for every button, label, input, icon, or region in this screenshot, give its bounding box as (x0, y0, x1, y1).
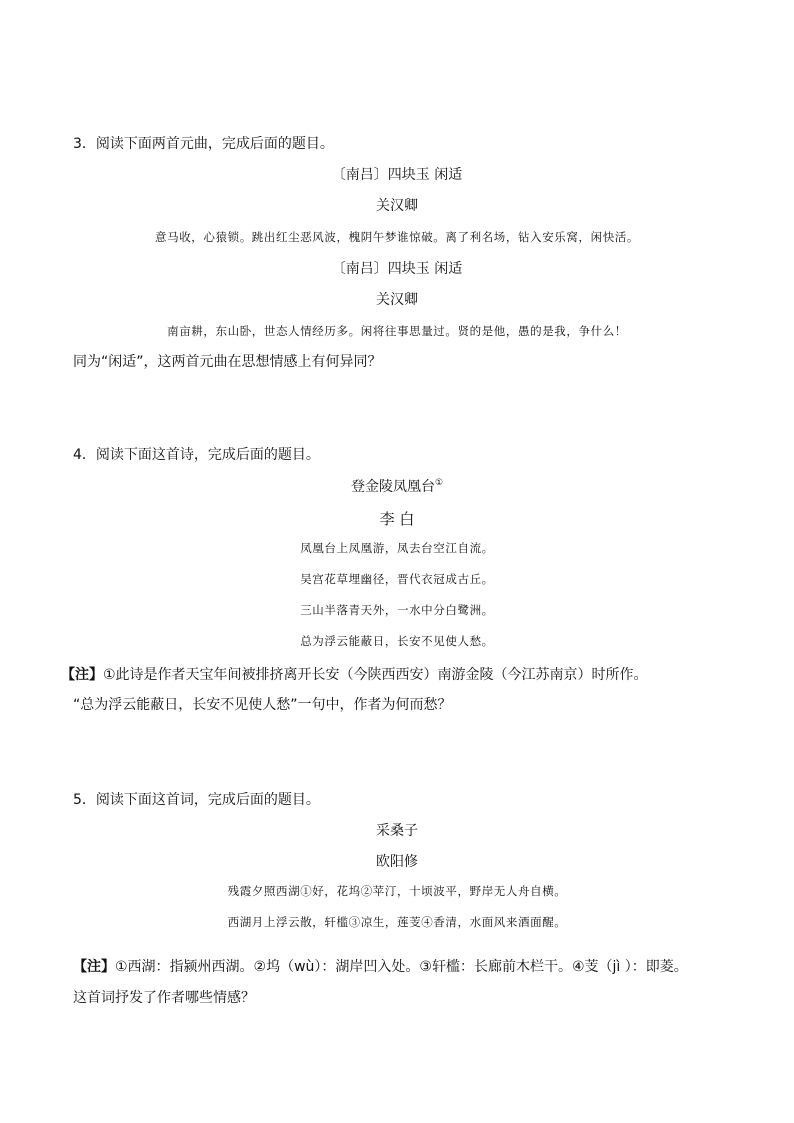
q4-line-1: 凤凰台上凤凰游，凤去台空江自流。 (300, 541, 494, 555)
q5-note (73, 956, 688, 976)
q4-title-text: 登金陵凤凰台 (350, 479, 435, 495)
q5-note-tag: 【注】 (73, 959, 115, 975)
q4-author: 李 白 (379, 510, 415, 528)
q4-prompt: 4．阅读下面这首诗，完成后面的题目。 (73, 447, 320, 463)
q3-prompt: 3．阅读下面两首元曲，完成后面的题目。 (73, 136, 334, 152)
q4-line-2: 吴宫花草埋幽径，晋代衣冠成古丘。 (300, 572, 494, 586)
q5-line-1: 残霞夕照西湖①好，花坞②苹汀，十顷波平，野岸无人舟自横。 (227, 884, 567, 898)
q5-prompt: 5．阅读下面这首词，完成后面的题目。 (73, 792, 320, 808)
q5-note-text: ①西湖：指颍州西湖。②坞（wù）：湖岸凹入处。③轩槛：长廊前木栏干。④芰（jì ）：即菱。 (115, 959, 688, 975)
q4-line-3: 三山半落青天外，一水中分白鹭洲。 (300, 603, 494, 617)
q4-title (0, 476, 794, 496)
q3-poem2-author: 关汉卿 (376, 292, 418, 308)
q3-poem2-text: 南亩耕，东山卧，世态人情经历多。闲将往事思量过。贤的是他，愚的是我，争什么！ (167, 324, 627, 338)
q5-author: 欧阳修 (376, 854, 418, 870)
q4-note (61, 664, 648, 684)
q4-title-footnote-mark: ① (434, 478, 444, 488)
q3-poem1-author: 关汉卿 (376, 198, 418, 214)
q4-note-text: ①此诗是作者天宝年间被排挤离开长安（今陕西西安）南游金陵（今江苏南京）时所作。 (103, 667, 648, 683)
q5-title: 采桑子 (376, 823, 418, 839)
q3-poem1-title: 〔南吕〕四块玉 闲适 (331, 167, 463, 183)
q5-question: 这首词抒发了作者哪些情感？ (73, 990, 255, 1006)
q5-line-2: 西湖月上浮云散，轩槛③凉生，莲芰④香清，水面风来酒面醒。 (227, 915, 567, 929)
q4-question: “总为浮云能蔽日，长安不见使人愁”一句中，作者为何而愁？ (73, 697, 452, 713)
q3-poem2-title: 〔南吕〕四块玉 闲适 (331, 261, 463, 277)
q3-poem1-text: 意马收，心猿锁。跳出红尘恶风波，槐阴午梦谁惊破。离了利名场，钻入安乐窝，闲快活。 (155, 230, 639, 244)
q3-question: 同为“闲适”，这两首元曲在思想情感上有何异同？ (73, 354, 382, 370)
q4-note-tag: 【注】 (61, 667, 103, 683)
q4-line-4: 总为浮云能蔽日，长安不见使人愁。 (300, 634, 494, 648)
